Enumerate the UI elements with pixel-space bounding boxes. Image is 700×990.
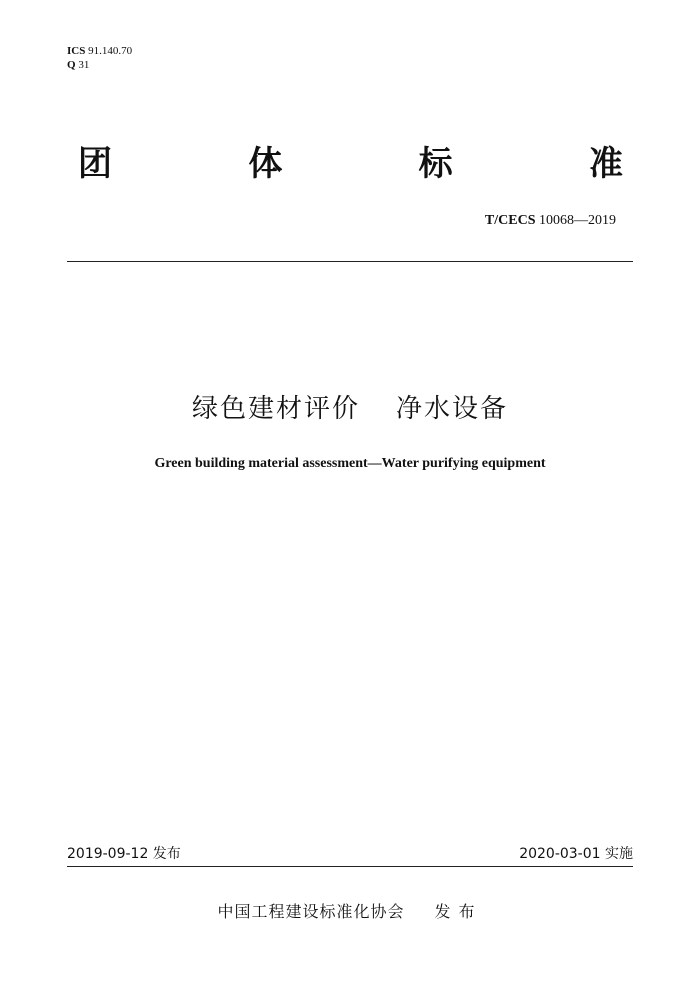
ccs-code: 31 <box>78 59 90 71</box>
chinese-title-part2: 净水设备 <box>396 394 509 424</box>
document-type-char: 标 <box>418 144 453 184</box>
chinese-title <box>0 391 700 427</box>
standard-number-prefix: T/CECS <box>484 213 536 228</box>
document-type-char: 体 <box>248 144 283 184</box>
issuer-organization: 中国工程建设标准化协会 <box>217 902 405 921</box>
classification-codes <box>67 44 132 72</box>
ccs-code-line <box>67 58 132 72</box>
standard-number <box>485 212 616 230</box>
ics-code: 91.140.70 <box>88 45 133 57</box>
english-title: Green building material assessment—Water purifying equipment <box>154 456 546 471</box>
ics-code-line <box>67 44 132 58</box>
top-divider <box>67 261 633 262</box>
ics-label: ICS <box>67 45 86 57</box>
chinese-title-part1: 绿色建材评价 <box>191 394 360 424</box>
document-type-heading <box>78 143 623 185</box>
document-type-char: 准 <box>588 144 623 184</box>
publish-date: 2019-09-12 发布 <box>67 846 181 862</box>
issuing-body <box>0 902 700 922</box>
implement-date: 2020-03-01 实施 <box>519 846 633 862</box>
document-type-char: 团 <box>78 144 112 184</box>
standard-number-value: 10068—2019 <box>539 213 616 228</box>
issuer-action: 发布 <box>434 902 483 921</box>
bottom-divider <box>67 866 633 867</box>
ccs-label: Q <box>67 59 76 71</box>
